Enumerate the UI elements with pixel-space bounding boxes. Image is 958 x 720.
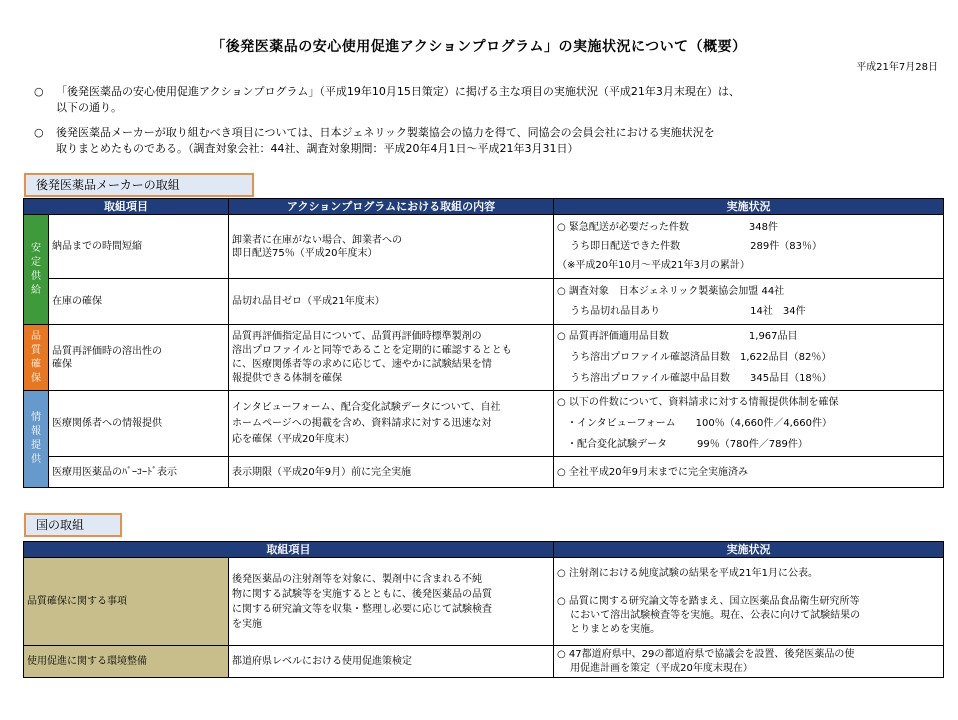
row-item: 納品までの時間短縮: [49, 215, 229, 279]
row-content: 品切れ品目ゼロ（平成21年度末）: [229, 279, 554, 325]
category-quality: 品 質 確 保: [24, 325, 49, 391]
row-item: 品質確保に関する事項: [24, 558, 229, 646]
row-item: 医療関係者への情報提供: [49, 391, 229, 457]
intro-paragraph-2: [34, 125, 854, 157]
row-item: 医療用医薬品のﾊﾞｰｺｰﾄﾞ表示: [49, 457, 229, 488]
row-status: ○ 注射剤における純度試験の結果を平成21年1月に公表。 ○ 品質に関する研究論文等を踏まえ、国立医薬品食品衛生研究所等 において溶出試験検査等を実施。現在、公表に向けて試験結果の とりまとめを実施。: [554, 558, 944, 646]
row-content: 後発医薬品の注射剤等を対象に、製剤中に含まれる不純 物に関する試験等を実施するとともに、後発医薬品の品質 に関する研究論文等を収集・整理し必要に応じて試験検査 を実施: [229, 558, 554, 646]
header-item: 取組項目: [24, 542, 554, 558]
table-row: [24, 215, 944, 279]
table-row: [24, 646, 944, 678]
intro-paragraph-1: [34, 84, 854, 116]
government-table: [23, 541, 944, 678]
intro-line: 取りまとめたものである。（調査対象会社：44社、調査対象期間：平成20年4月1日～平成21年3月31日）: [56, 142, 579, 155]
header-item: 取組項目: [24, 199, 229, 215]
manufacturer-table: [23, 198, 944, 488]
table-row: [24, 325, 944, 391]
intro-line: 「後発医薬品の安心使用促進アクションプログラム」（平成19年10月15日策定）に掲げる主な項目の実施状況（平成21年3月末現在）は、: [56, 85, 740, 98]
page-title: 「後発医薬品の安心使用促進アクションプログラム」の実施状況について（概要）: [211, 39, 747, 55]
section-label-manufacturer: 後発医薬品メーカーの取組: [24, 173, 254, 197]
bullet: ○: [34, 85, 44, 98]
row-status: ○ 品質再評価適用品目数 1,967品目 うち溶出プロファイル確認済品目数 1,622品目（82％） うち溶出プロファイル確認中品目数 345品目（18％）: [554, 325, 944, 391]
intro-line: 後発医薬品メーカーが取り組むべき項目については、日本ジェネリック製薬協会の協力を得て、同協会の会員会社における実施状況を: [56, 126, 715, 139]
header-status: 実施状況: [554, 542, 944, 558]
table-row: [24, 391, 944, 457]
row-content: 卸業者に在庫がない場合、卸業者への 即日配送75％（平成20年度末）: [229, 215, 554, 279]
row-item: 使用促進に関する環境整備: [24, 646, 229, 678]
row-content: 都道府県レベルにおける使用促進策検定: [229, 646, 554, 678]
header-status: 実施状況: [554, 199, 944, 215]
category-information: 情 報 提 供: [24, 391, 49, 488]
row-content: 表示期限（平成20年9月）前に完全実施: [229, 457, 554, 488]
row-content: 品質再評価指定品目について、品質再評価時標準製剤の 溶出プロファイルと同等であることを定期的に確認するととも に、医療関係者等の求めに応じて、速やかに試験結果を情 報提供できる体制を確保: [229, 325, 554, 391]
row-status: ○ 調査対象 日本ジェネリック製薬協会加盟 44社 うち品切れ品目あり 14社 34件: [554, 279, 944, 325]
intro-line: 以下の通り。: [56, 101, 122, 114]
row-item: 在庫の確保: [49, 279, 229, 325]
table-header-row: [24, 542, 944, 558]
table-header-row: [24, 199, 944, 215]
header-content: アクションプログラムにおける取組の内容: [229, 199, 554, 215]
category-stable-supply: 安 定 供 給: [24, 215, 49, 325]
table-row: [24, 558, 944, 646]
section-label-government: 国の取組: [24, 513, 122, 537]
row-status: ○ 緊急配送が必要だった件数 348件 うち即日配送できた件数 289件（83％） （※平成20年10月～平成21年3月の累計）: [554, 215, 944, 279]
row-status: ○ 47都道府県中、29の都道府県で協議会を設置、後発医薬品の使 用促進計画を策定（平成20年度末現在）: [554, 646, 944, 678]
bullet: ○: [34, 126, 44, 139]
row-content: インタビューフォーム、配合変化試験データについて、自社 ホームページへの掲載を含め、資料請求に対する迅速な対 応を確保（平成20年度末）: [229, 391, 554, 457]
row-status: ○ 全社平成20年9月末までに完全実施済み: [554, 457, 944, 488]
row-item: 品質再評価時の溶出性の 確保: [49, 325, 229, 391]
table-row: [24, 457, 944, 488]
row-status: ○ 以下の件数について、資料請求に対する情報提供体制を確保 ・インタビューフォーム 100％（4,660件／4,660件） ・配合変化試験データ 99％（780件／789件）: [554, 391, 944, 457]
document-date: 平成21年7月28日: [856, 62, 938, 73]
table-row: [24, 279, 944, 325]
